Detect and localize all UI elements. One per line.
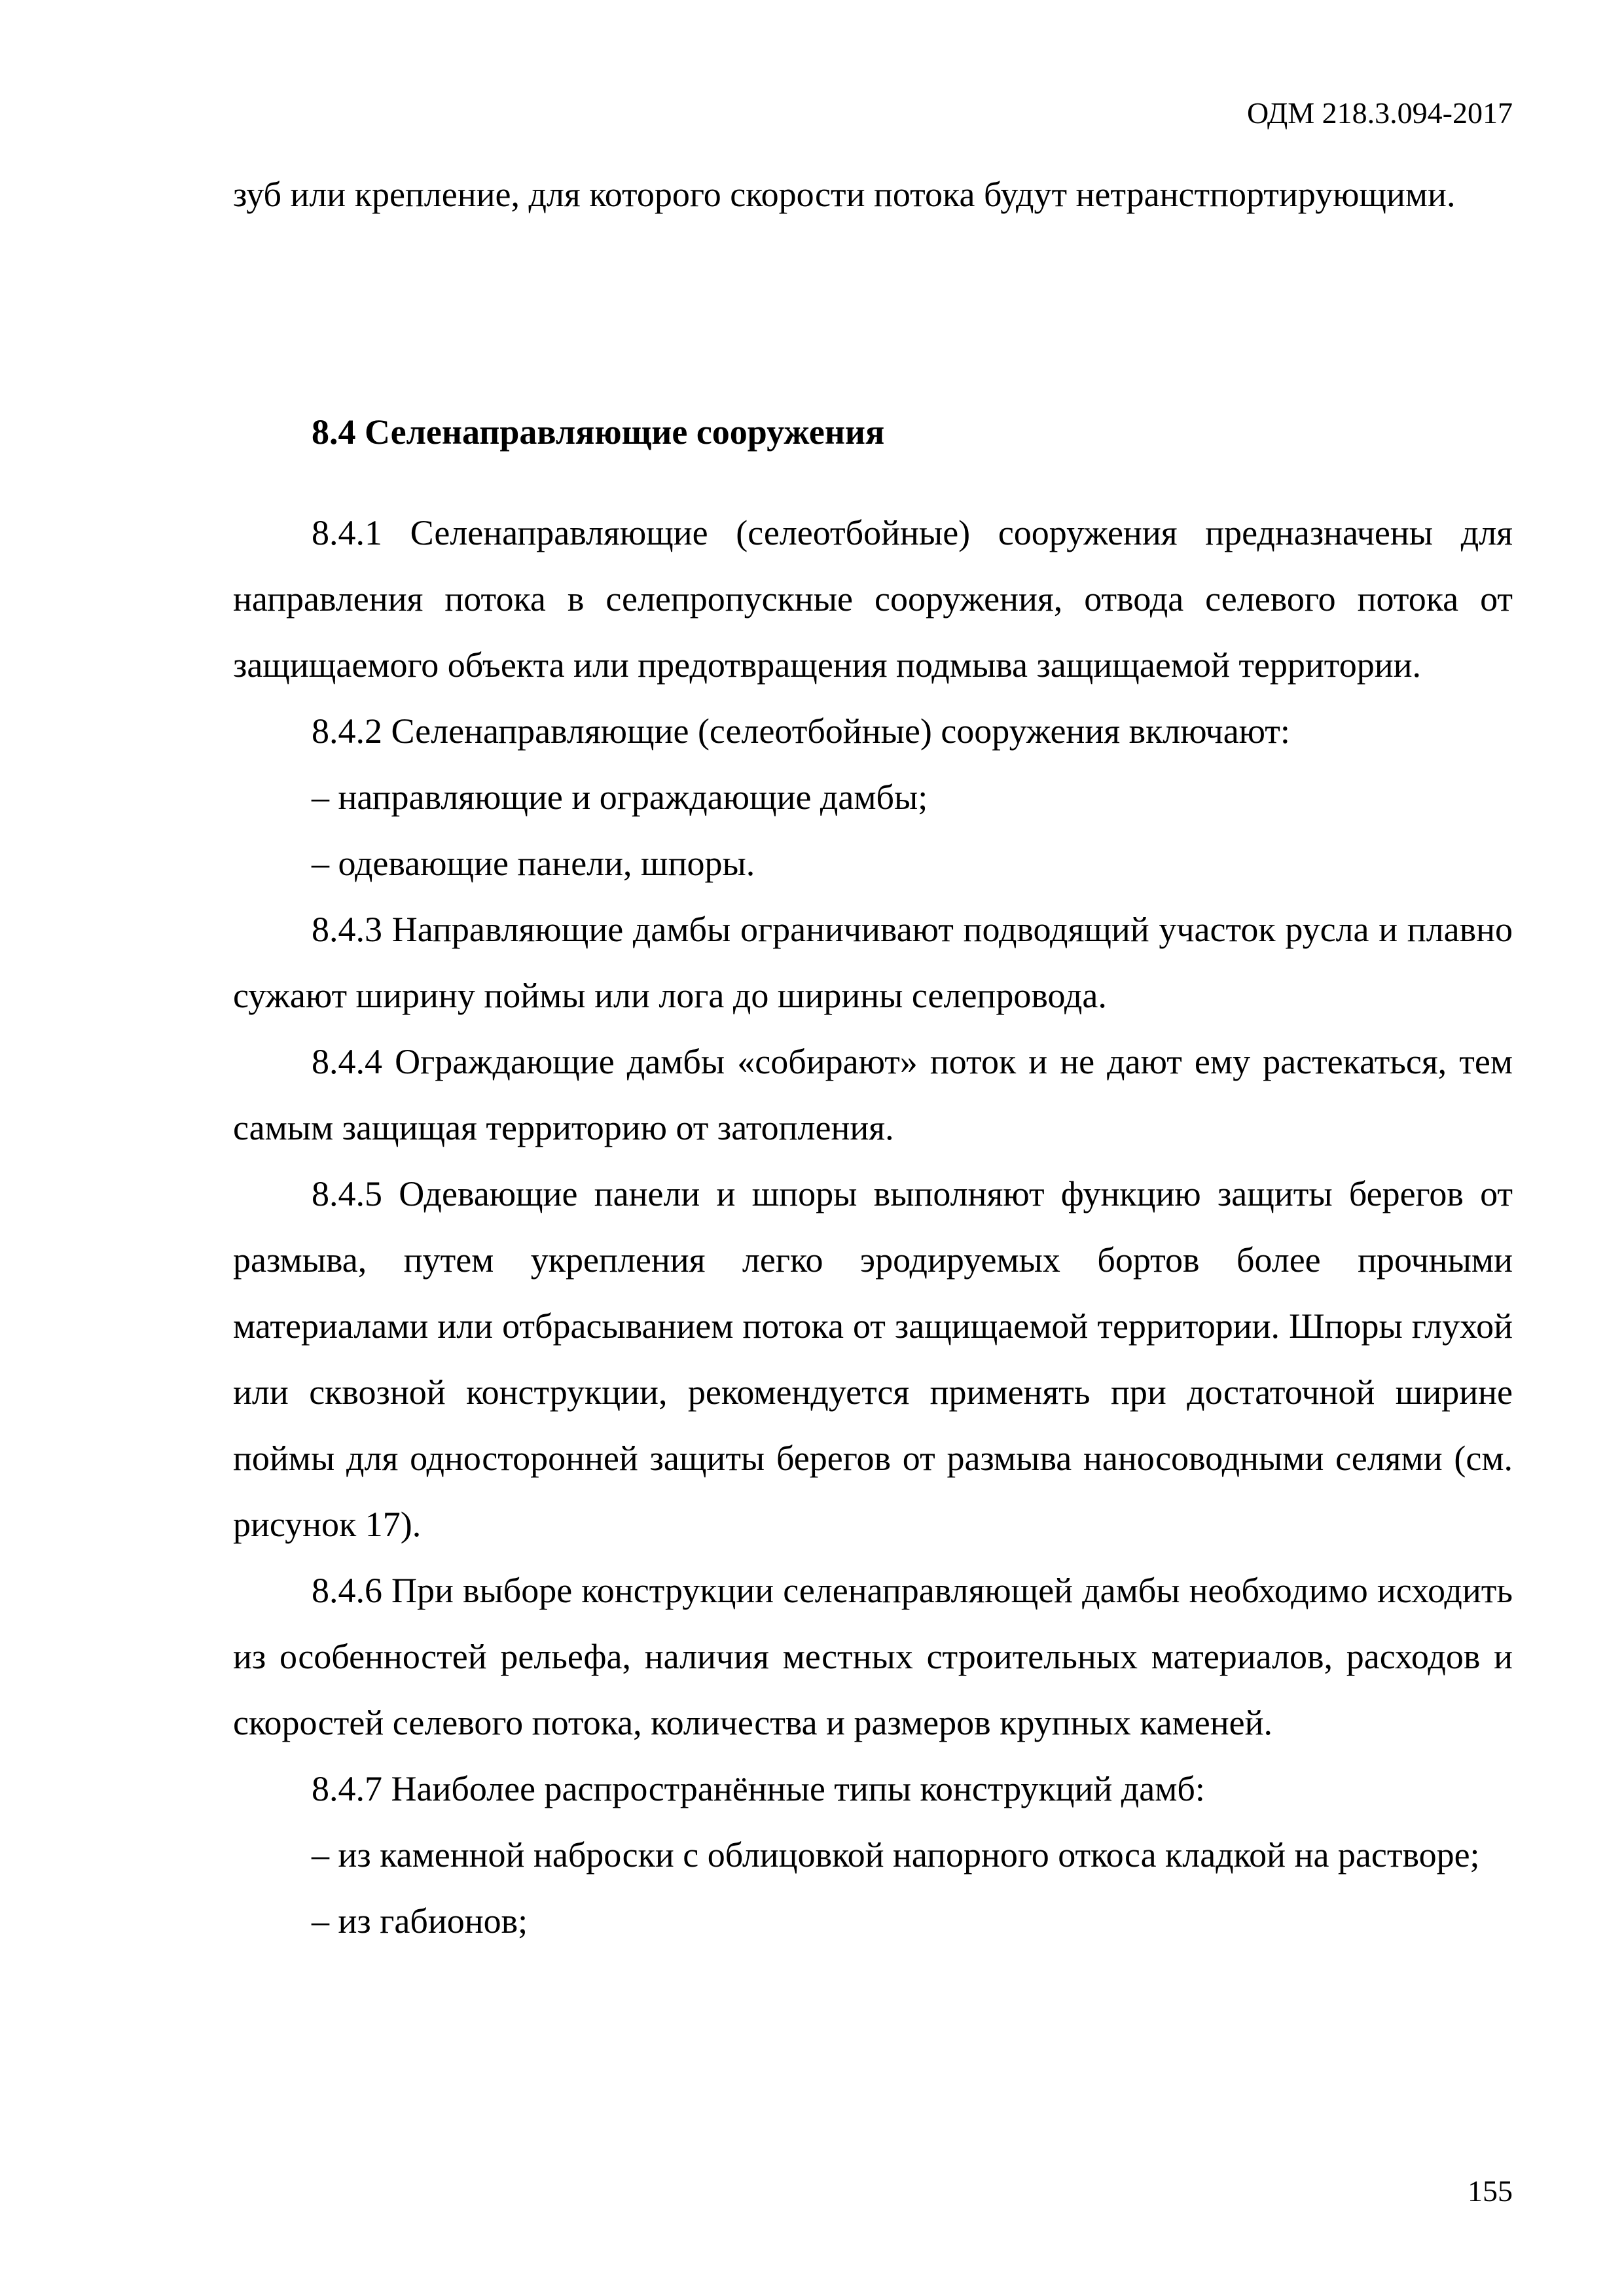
page-number: 155: [1468, 2174, 1513, 2208]
continuation-paragraph: зуб или крепление, для которого скорости потока будут нетранстпортирующими.: [233, 175, 1456, 214]
paragraph-8-4-6: 8.4.6 При выборе конструкции селенаправляющей дамбы необходимо исходить из особенностей рельефа, наличия местных строительных материалов, расходов и скоростей селевого потока, количества и размеров крупных каменей.: [233, 1571, 1513, 1742]
paragraph-8-4-1: 8.4.1 Селенаправляющие (селеотбойные) сооружения предназначены для направления потока в селепропускные сооружения, отвода селевого потока от защищаемого объекта или предотвращения подмыва защищаемой территории.: [233, 513, 1513, 685]
paragraph-8-4-7: 8.4.7 Наиболее распространённые типы конструкций дамб:: [312, 1769, 1205, 1808]
paragraph-8-4-2: 8.4.2 Селенаправляющие (селеотбойные) сооружения включают:: [312, 711, 1290, 751]
paragraph-8-4-5: 8.4.5 Одевающие панели и шпоры выполняют функцию защиты берегов от размыва, путем укрепления легко эродируемых бортов более прочными материалами или отбрасыванием потока от защищаемой территории. Шпоры глухой или сквозной конструкции, рекомендуется применять при достаточной ширине поймы для односторонней защиты берегов от размыва наносоводными селями (см. рисунок 17).: [233, 1174, 1513, 1544]
paragraph-8-4-4: 8.4.4 Ограждающие дамбы «собирают» поток и не дают ему растекаться, тем самым защищая территорию от затопления.: [233, 1042, 1513, 1147]
list-item-gabions: – из габионов;: [312, 1901, 528, 1941]
list-item-panels: – одевающие панели, шпоры.: [312, 844, 755, 883]
section-heading: 8.4 Селенаправляющие сооружения: [312, 412, 885, 452]
paragraph-8-4-3: 8.4.3 Направляющие дамбы ограничивают подводящий участок русла и плавно сужают ширину поймы или лога до ширины селепровода.: [233, 910, 1513, 1015]
list-item-stone-rockfill: – из каменной наброски с облицовкой напорного откоса кладкой на растворе;: [312, 1835, 1480, 1874]
continuation-block: [233, 162, 1513, 228]
section-8-4: [233, 399, 1513, 465]
document-code: ОДМ 218.3.094-2017: [1246, 96, 1513, 130]
list-item-dams: – направляющие и ограждающие дамбы;: [312, 778, 928, 817]
section-body: [233, 500, 1513, 1954]
